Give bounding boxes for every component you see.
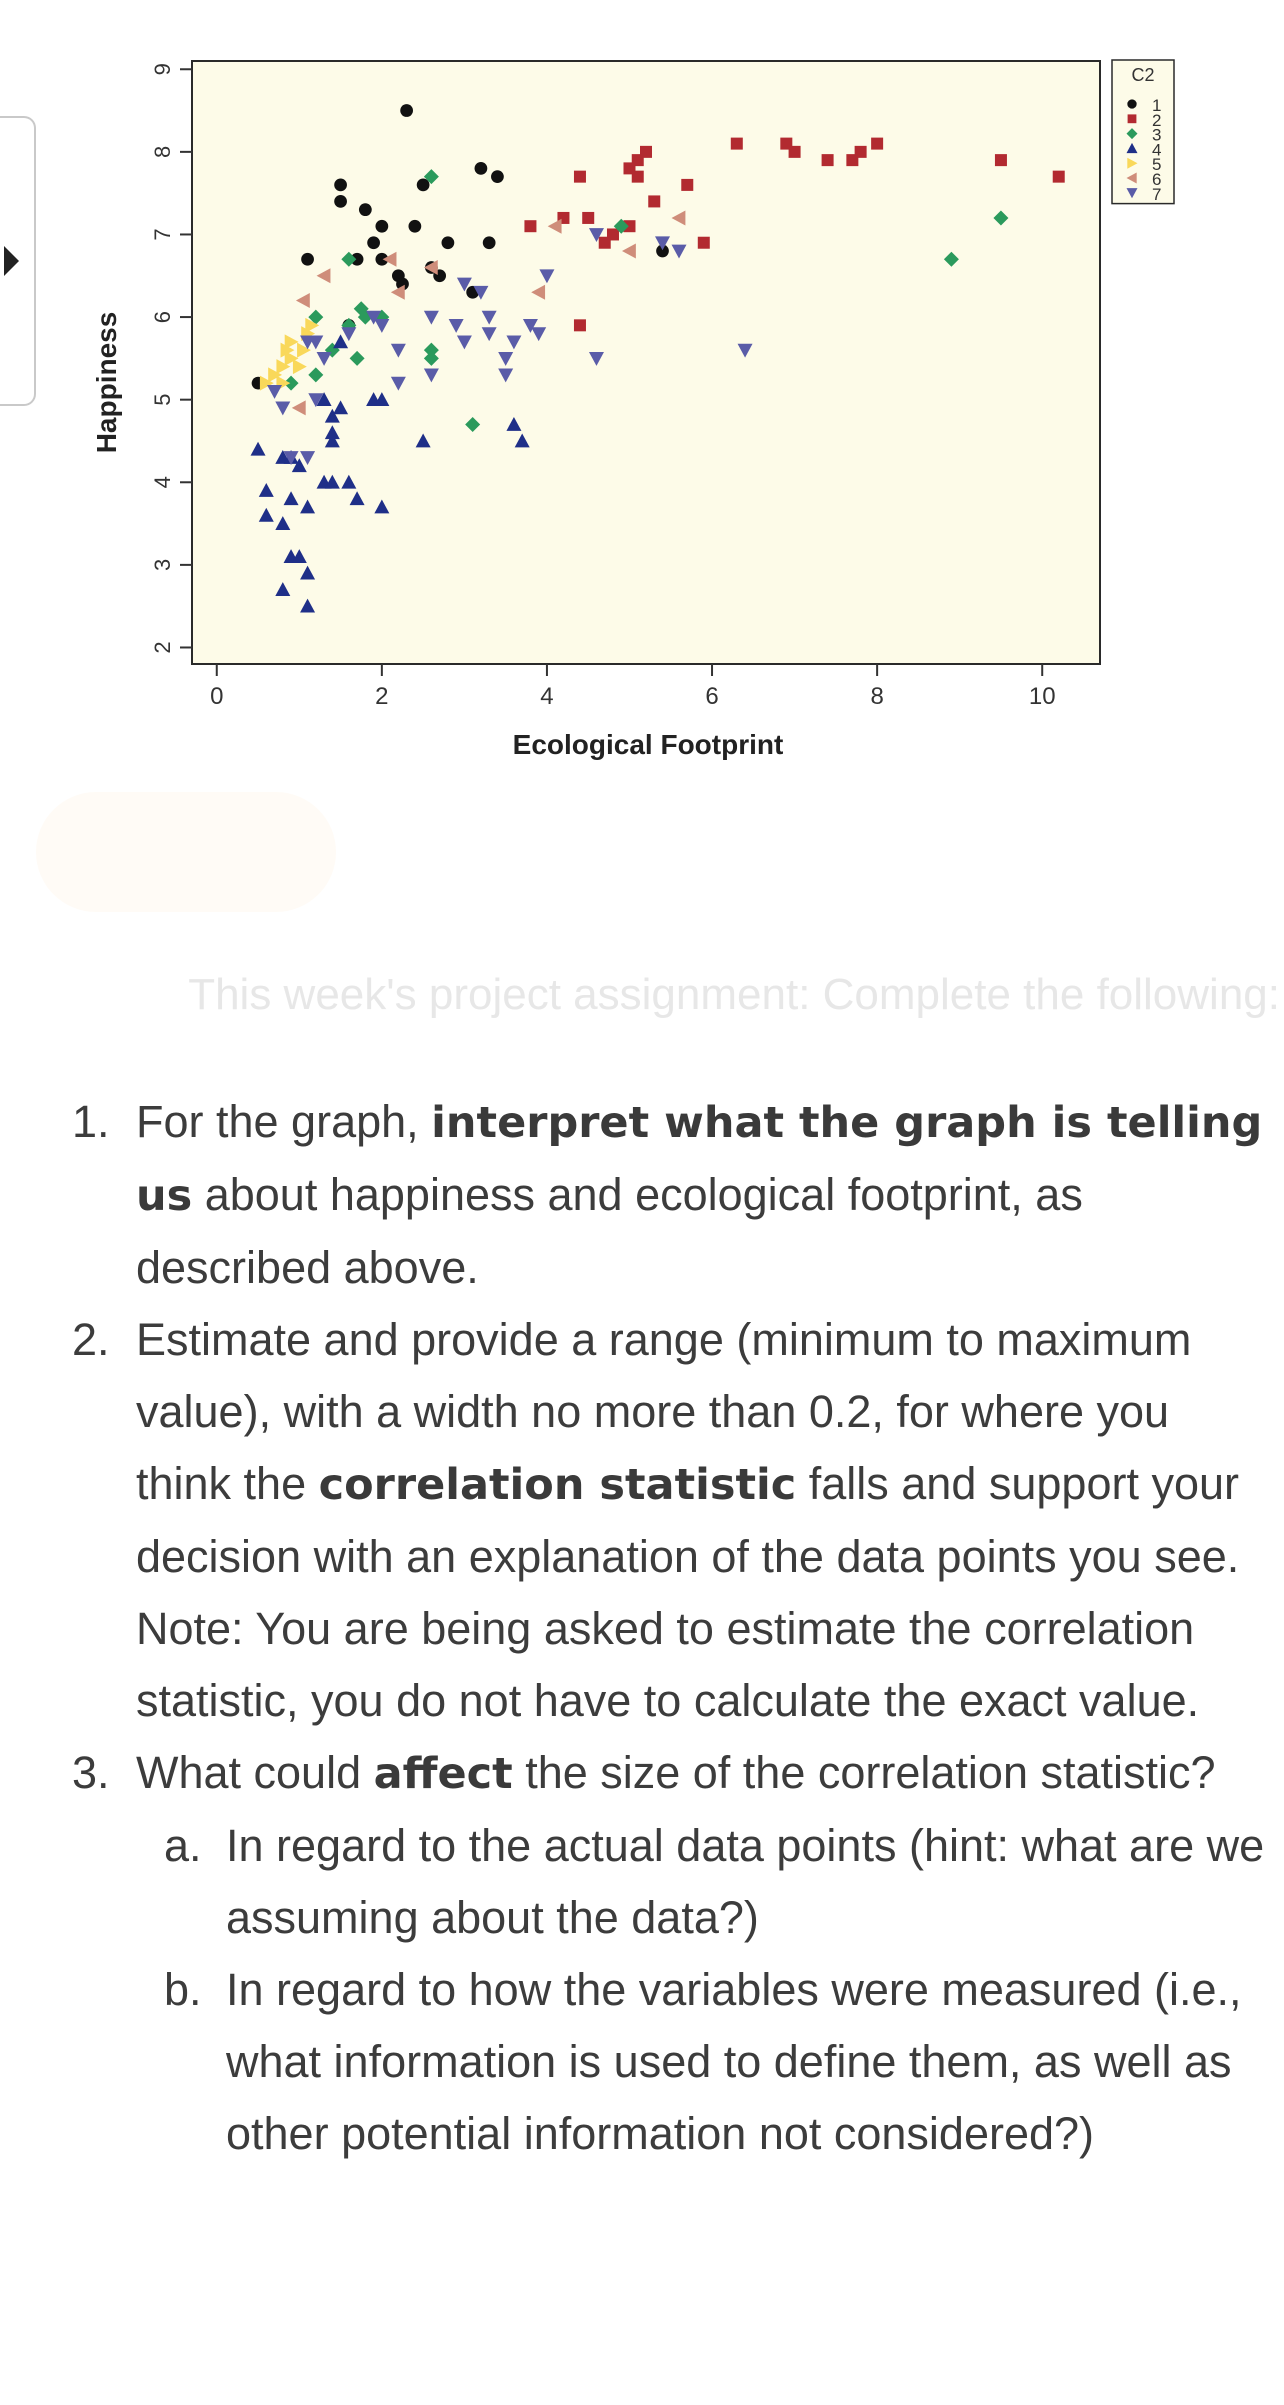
question-text: about happiness and ecological footprint, as described above. (136, 1169, 1083, 1293)
faded-decoration (36, 792, 336, 912)
legend-label: 7 (1152, 184, 1162, 204)
y-tick-label: 5 (150, 393, 175, 406)
legend-label: 2 (1152, 110, 1162, 130)
x-tick-label: 2 (375, 683, 389, 710)
question-3a (0, 1810, 1284, 1954)
data-point-group-2 (995, 154, 1007, 166)
data-point-group-2 (574, 319, 586, 331)
question-text: For the graph, (136, 1096, 432, 1147)
x-tick-label: 4 (540, 683, 554, 710)
data-point-group-2 (855, 146, 867, 158)
question-emphasis: interpret what the graph is telling us (136, 1098, 1263, 1221)
data-point-group-1 (359, 203, 372, 216)
data-point-group-2 (731, 138, 743, 150)
scatter-chart (0, 0, 1284, 790)
data-point-group-1 (400, 104, 413, 117)
legend-label: 6 (1152, 170, 1162, 189)
data-point-group-1 (417, 179, 430, 192)
y-axis-label: Happiness (91, 311, 122, 454)
y-tick-label: 4 (150, 476, 175, 489)
data-point-group-2 (640, 146, 652, 158)
x-tick-label: 8 (870, 683, 884, 710)
y-tick-label: 3 (150, 558, 175, 572)
question-2 (0, 1304, 1284, 1737)
data-point-group-1 (375, 220, 388, 233)
data-point-group-2 (698, 237, 710, 249)
question-text: Estimate and provide a range (minimum to maximum value), with a width no more than 0.2, for where you think the (136, 1314, 1192, 1509)
data-point-group-2 (574, 171, 586, 183)
data-point-group-1 (491, 170, 504, 183)
question-text: falls and support your decision with an explanation of the data points you see. Note: You are being asked to estimate the correlation statistic, you do not have to calculate the exact value. (136, 1458, 1240, 1726)
question-emphasis: affect (373, 1749, 513, 1799)
data-point-group-1 (408, 220, 421, 233)
legend-label: 5 (1152, 155, 1162, 175)
legend-marker (1127, 99, 1136, 108)
data-point-group-2 (582, 212, 594, 224)
question-letter: b. (164, 1964, 202, 2015)
data-point-group-1 (367, 236, 380, 249)
question-text: What could (136, 1747, 374, 1798)
data-point-group-1 (475, 162, 488, 175)
question-emphasis: correlation statistic (318, 1460, 797, 1510)
y-tick-label: 8 (150, 145, 175, 158)
data-point-group-2 (648, 195, 660, 207)
data-point-group-1 (334, 179, 347, 192)
question-number: 3. (72, 1747, 110, 1798)
data-point-group-1 (334, 195, 347, 208)
legend-label: 1 (1152, 96, 1162, 115)
data-point-group-1 (483, 236, 496, 249)
legend-label: 3 (1152, 125, 1162, 145)
question-letter: a. (164, 1820, 202, 1871)
question-number: 2. (72, 1314, 110, 1365)
x-tick-label: 6 (705, 683, 719, 710)
question-text: In regard to the actual data points (hint: what are we assuming about the data?) (226, 1820, 1265, 1943)
question-1 (0, 1086, 1284, 1304)
x-tick-label: 10 (1028, 683, 1056, 710)
question-list (0, 1086, 1284, 2170)
legend-title: C2 (1131, 65, 1155, 85)
data-point-group-2 (1053, 171, 1065, 183)
legend-label: 4 (1152, 140, 1162, 160)
y-tick-label: 7 (150, 228, 175, 241)
x-tick-label: 0 (210, 683, 224, 710)
data-point-group-2 (632, 171, 644, 183)
data-point-group-2 (789, 146, 801, 158)
question-3 (0, 1737, 1284, 1810)
question-text: In regard to how the variables were measured (i.e., what information is used to define them, as well as other potential information not considered?) (226, 1964, 1242, 2159)
data-point-group-1 (301, 253, 314, 266)
question-number: 1. (72, 1096, 110, 1147)
question-text: the size of the correlation statistic? (512, 1747, 1216, 1798)
legend-marker (1128, 114, 1137, 123)
data-point-group-2 (822, 154, 834, 166)
x-axis-label: Ecological Footprint (512, 729, 784, 760)
y-tick-label: 2 (150, 641, 175, 654)
data-point-group-2 (681, 179, 693, 191)
data-point-group-2 (524, 220, 536, 232)
y-tick-label: 6 (150, 310, 175, 324)
data-point-group-1 (442, 236, 455, 249)
faded-instruction-text: This week's project assignment: Complete the following: (188, 970, 1280, 1019)
question-3b (0, 1954, 1284, 2170)
y-tick-label: 9 (150, 63, 175, 76)
data-point-group-2 (599, 237, 611, 249)
data-point-group-2 (871, 138, 883, 150)
